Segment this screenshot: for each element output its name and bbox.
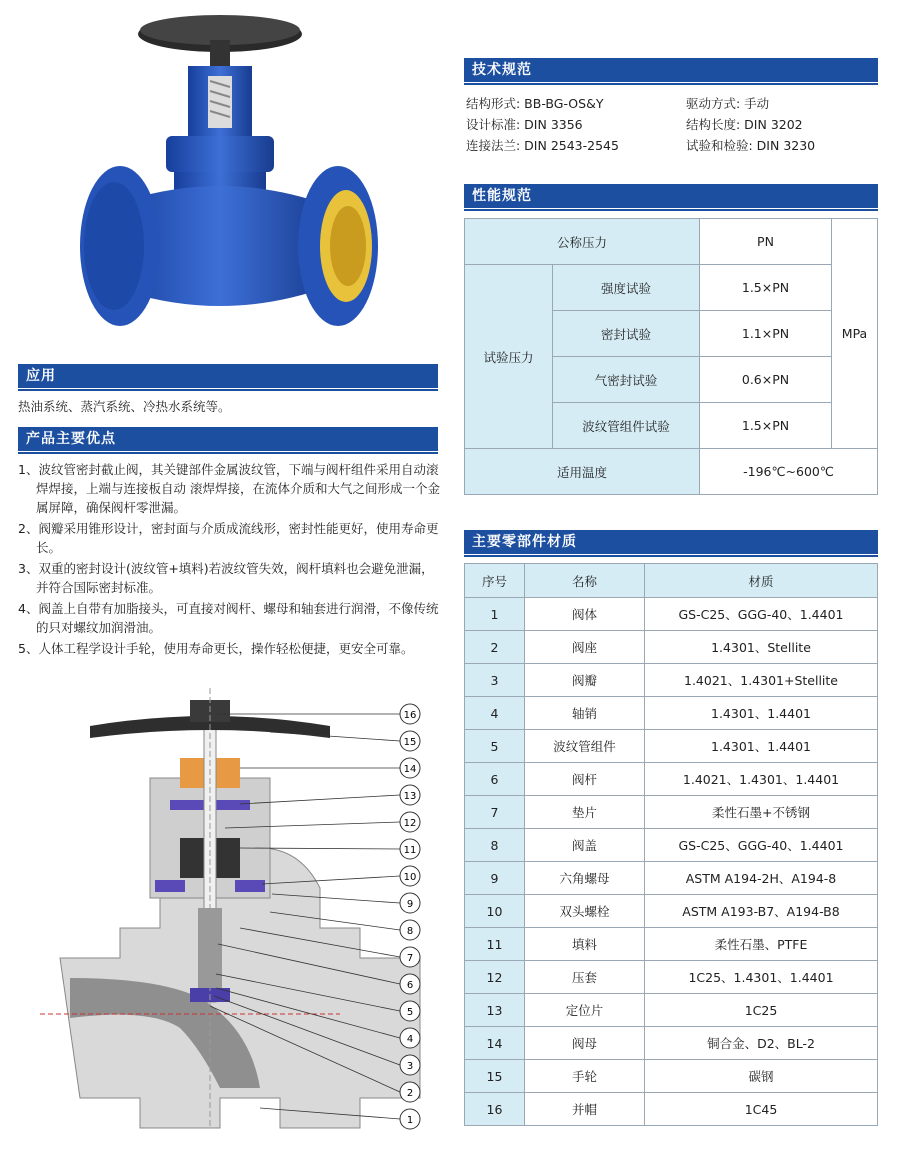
table-row: [465, 730, 878, 763]
part-number: 3: [465, 664, 525, 697]
callout-label: 10: [403, 872, 417, 883]
application-text: 热油系统、蒸汽系统、冷热水系统等。: [18, 399, 231, 414]
table-row: [465, 1060, 878, 1093]
table-row: [465, 1027, 878, 1060]
performance-table: [464, 218, 878, 495]
part-material: 1.4301、1.4401: [645, 697, 878, 730]
callout-label: 14: [403, 764, 417, 775]
test-name: 强度试验: [553, 265, 700, 311]
part-name: 填料: [525, 928, 645, 961]
callout-label: 3: [406, 1061, 414, 1072]
callout-label: 12: [403, 818, 417, 829]
test-value: 1.1×PN: [700, 311, 832, 357]
part-material: 1.4301、Stellite: [645, 631, 878, 664]
pressure-unit: MPa: [832, 219, 878, 449]
part-number: 2: [465, 631, 525, 664]
part-number: 6: [465, 763, 525, 796]
table-row: [465, 1093, 878, 1126]
part-number: 7: [465, 796, 525, 829]
part-name: 波纹管组件: [525, 730, 645, 763]
part-material: ASTM A194-2H、A194-8: [645, 862, 878, 895]
table-row: [465, 994, 878, 1027]
callout-label: 2: [406, 1088, 414, 1099]
tech-spec-grid: [466, 93, 886, 156]
part-name: 并帽: [525, 1093, 645, 1126]
application-heading: 应用: [18, 364, 438, 388]
callout-label: 6: [406, 980, 414, 991]
part-material: 碳钢: [645, 1060, 878, 1093]
nominal-pressure-label: 公称压力: [465, 219, 700, 265]
advantage-item: 5、人体工程学设计手轮，使用寿命更长，操作轻松便捷，更安全可靠。: [18, 641, 414, 656]
table-row: [465, 697, 878, 730]
part-name: 六角螺母: [525, 862, 645, 895]
callout-label: 4: [406, 1034, 414, 1045]
table-row: [465, 631, 878, 664]
part-material: 1C25、1.4301、1.4401: [645, 961, 878, 994]
nominal-pressure-value: PN: [700, 219, 832, 265]
test-name: 气密封试验: [553, 357, 700, 403]
part-number: 8: [465, 829, 525, 862]
part-name: 双头螺栓: [525, 895, 645, 928]
part-material: GS-C25、GGG-40、1.4401: [645, 598, 878, 631]
table-row: [465, 598, 878, 631]
spec-flange: 连接法兰: DIN 2543-2545: [466, 138, 619, 153]
test-value: 1.5×PN: [700, 265, 832, 311]
table-row: [465, 664, 878, 697]
spec-length: 结构长度: DIN 3202: [686, 117, 803, 132]
part-material: 1C45: [645, 1093, 878, 1126]
test-pressure-label: 试验压力: [465, 265, 553, 449]
col-number: 序号: [465, 564, 525, 598]
performance-heading: 性能规范: [464, 184, 878, 208]
callout-label: 16: [403, 710, 417, 721]
advantage-item: 2、阀瓣采用锥形设计，密封面与介质成流线形，密封性能更好，使用寿命更长。: [18, 521, 439, 555]
callout-label: 7: [406, 953, 414, 964]
col-material: 材质: [645, 564, 878, 598]
part-number: 5: [465, 730, 525, 763]
part-material: 铜合金、D2、BL-2: [645, 1027, 878, 1060]
table-row: [465, 928, 878, 961]
advantages-list: [18, 460, 440, 660]
callout-label: 1: [406, 1115, 414, 1126]
spec-drive: 驱动方式: 手动: [686, 96, 770, 111]
part-name: 阀盖: [525, 829, 645, 862]
callout-label: 8: [406, 926, 414, 937]
part-material: 1.4021、1.4301、1.4401: [645, 763, 878, 796]
part-number: 1: [465, 598, 525, 631]
part-name: 阀杆: [525, 763, 645, 796]
test-value: 1.5×PN: [700, 403, 832, 449]
table-row: [465, 961, 878, 994]
table-row: [465, 796, 878, 829]
test-value: 0.6×PN: [700, 357, 832, 403]
part-name: 阀瓣: [525, 664, 645, 697]
part-name: 手轮: [525, 1060, 645, 1093]
valve-photo: [70, 6, 390, 352]
spec-test: 试验和检验: DIN 3230: [686, 138, 816, 153]
callout-label: 15: [403, 737, 417, 748]
spec-design-standard: 设计标准: DIN 3356: [466, 117, 583, 132]
part-name: 阀座: [525, 631, 645, 664]
callout-leader: [270, 732, 400, 741]
part-material: GS-C25、GGG-40、1.4401: [645, 829, 878, 862]
part-number: 9: [465, 862, 525, 895]
part-number: 4: [465, 697, 525, 730]
part-number: 14: [465, 1027, 525, 1060]
part-material: 1.4301、1.4401: [645, 730, 878, 763]
part-name: 阀体: [525, 598, 645, 631]
callout-label: 9: [406, 899, 414, 910]
part-name: 压套: [525, 961, 645, 994]
part-name: 阀母: [525, 1027, 645, 1060]
part-name: 轴销: [525, 697, 645, 730]
part-number: 12: [465, 961, 525, 994]
materials-heading: 主要零部件材质: [464, 530, 878, 554]
part-number: 11: [465, 928, 525, 961]
test-name: 波纹管组件试验: [553, 403, 700, 449]
advantage-item: 4、阀盖上自带有加脂接头，可直接对阀杆、螺母和轴套进行润滑，不像传统的只对螺纹加润滑油。: [18, 601, 439, 635]
part-material: 柔性石墨、PTFE: [645, 928, 878, 961]
part-name: 垫片: [525, 796, 645, 829]
part-material: 1.4021、1.4301+Stellite: [645, 664, 878, 697]
part-material: 1C25: [645, 994, 878, 1027]
part-name: 定位片: [525, 994, 645, 1027]
callout-label: 13: [403, 791, 417, 802]
advantage-item: 3、双重的密封设计(波纹管+填料)若波纹管失效，阀杆填料也会避免泄漏，并符合国际密封标准。: [18, 561, 434, 595]
part-number: 15: [465, 1060, 525, 1093]
temperature-value: -196℃~600℃: [700, 449, 878, 495]
part-number: 10: [465, 895, 525, 928]
table-row: [465, 763, 878, 796]
valve-section-drawing: [40, 688, 430, 1144]
spec-structure: 结构形式: BB-BG-OS&Y: [466, 96, 604, 111]
col-name: 名称: [525, 564, 645, 598]
table-row: [465, 895, 878, 928]
table-row: [465, 862, 878, 895]
test-name: 密封试验: [553, 311, 700, 357]
part-material: 柔性石墨+不锈钢: [645, 796, 878, 829]
part-number: 13: [465, 994, 525, 1027]
part-number: 16: [465, 1093, 525, 1126]
materials-table: [464, 563, 878, 1126]
advantage-item: 1、波纹管密封截止阀，其关键部件金属波纹管，下端与阀杆组件采用自动滚焊焊接，上端与连接板自动 滚焊焊接，在流体介质和大气之间形成一个金属屏障，确保阀杆零泄漏。: [18, 462, 440, 515]
temperature-label: 适用温度: [465, 449, 700, 495]
callout-label: 5: [406, 1007, 414, 1018]
table-row: [465, 829, 878, 862]
callout-label: 11: [403, 845, 417, 856]
tech-spec-heading: 技术规范: [464, 58, 878, 82]
part-material: ASTM A193-B7、A194-B8: [645, 895, 878, 928]
advantages-heading: 产品主要优点: [18, 427, 438, 451]
